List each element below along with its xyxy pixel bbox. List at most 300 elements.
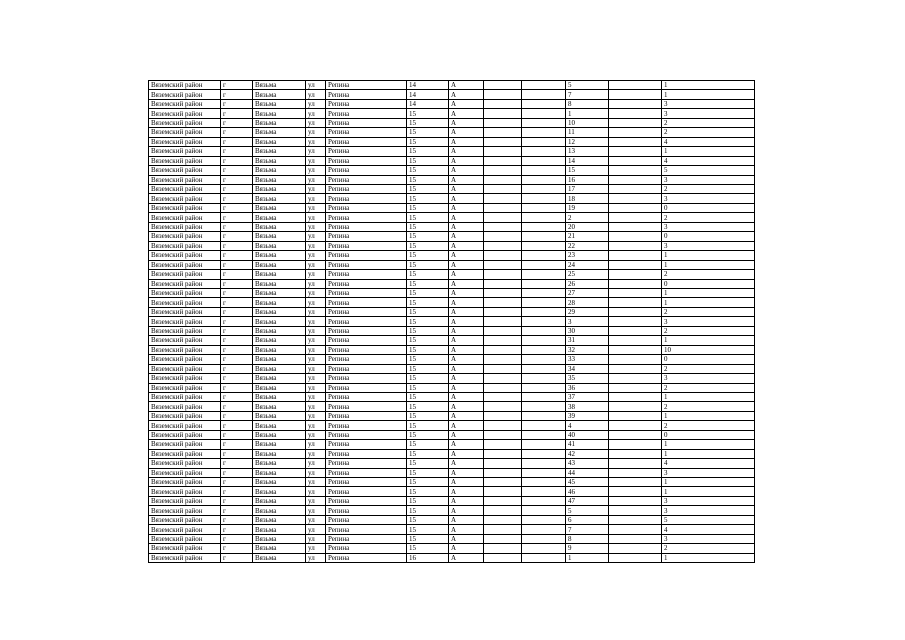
cell-settlement-type: г [221,553,253,562]
cell-street: Репина [326,288,407,297]
cell-letter: А [449,402,484,411]
cell-blank [609,251,662,260]
cell-structure [522,251,566,260]
cell-street: Репина [326,279,407,288]
cell-district: Вяземский район [149,137,221,146]
cell-settlement-type: г [221,203,253,212]
cell-building [484,515,522,524]
cell-street-type: ул [306,449,326,458]
cell-settlement-type: г [221,383,253,392]
cell-apartment: 10 [566,118,609,127]
cell-settlement-type: г [221,411,253,420]
table-row [149,411,755,420]
cell-street: Репина [326,515,407,524]
cell-letter: А [449,364,484,373]
cell-apartment: 30 [566,326,609,335]
cell-district: Вяземский район [149,336,221,345]
cell-blank [609,553,662,562]
cell-building [484,355,522,364]
cell-settlement: Вязьма [253,279,306,288]
cell-street-type: ул [306,392,326,401]
cell-apartment: 33 [566,355,609,364]
cell-house: 15 [407,525,449,534]
cell-letter: А [449,515,484,524]
cell-house: 15 [407,184,449,193]
cell-house: 15 [407,109,449,118]
cell-district: Вяземский район [149,166,221,175]
cell-structure [522,402,566,411]
cell-street-type: ул [306,506,326,515]
cell-structure [522,184,566,193]
cell-settlement-type: г [221,459,253,468]
table-row [149,137,755,146]
cell-street-type: ул [306,232,326,241]
cell-letter: А [449,118,484,127]
cell-settlement-type: г [221,336,253,345]
cell-blank [609,487,662,496]
cell-letter: А [449,166,484,175]
cell-apartment: 19 [566,203,609,212]
table-row [149,544,755,553]
cell-street: Репина [326,411,407,420]
cell-blank [609,392,662,401]
cell-rooms: 1 [662,298,755,307]
table-row [149,260,755,269]
cell-street: Репина [326,468,407,477]
cell-settlement: Вязьма [253,430,306,439]
cell-rooms: 2 [662,270,755,279]
cell-settlement-type: г [221,525,253,534]
cell-street-type: ул [306,402,326,411]
cell-street: Репина [326,222,407,231]
cell-letter: А [449,128,484,137]
cell-letter: А [449,326,484,335]
cell-rooms: 3 [662,109,755,118]
cell-building [484,222,522,231]
cell-house: 15 [407,534,449,543]
cell-district: Вяземский район [149,251,221,260]
cell-settlement: Вязьма [253,440,306,449]
table-row [149,374,755,383]
cell-structure [522,355,566,364]
cell-settlement-type: г [221,440,253,449]
cell-structure [522,506,566,515]
cell-blank [609,364,662,373]
cell-street-type: ул [306,270,326,279]
cell-structure [522,99,566,108]
cell-building [484,203,522,212]
cell-building [484,440,522,449]
cell-building [484,232,522,241]
cell-apartment: 31 [566,336,609,345]
cell-apartment: 29 [566,307,609,316]
cell-settlement: Вязьма [253,478,306,487]
cell-apartment: 36 [566,383,609,392]
cell-rooms: 2 [662,128,755,137]
cell-street-type: ул [306,459,326,468]
table-row [149,81,755,90]
cell-letter: А [449,288,484,297]
cell-house: 15 [407,137,449,146]
cell-letter: А [449,81,484,90]
cell-house: 15 [407,430,449,439]
cell-settlement-type: г [221,496,253,505]
cell-house: 15 [407,222,449,231]
cell-street-type: ул [306,118,326,127]
cell-settlement-type: г [221,118,253,127]
cell-street: Репина [326,449,407,458]
cell-district: Вяземский район [149,156,221,165]
cell-rooms: 4 [662,156,755,165]
cell-street-type: ул [306,99,326,108]
cell-house: 15 [407,383,449,392]
cell-blank [609,222,662,231]
cell-blank [609,109,662,118]
cell-house: 15 [407,440,449,449]
table-row [149,222,755,231]
cell-house: 15 [407,279,449,288]
cell-apartment: 20 [566,222,609,231]
cell-structure [522,459,566,468]
cell-rooms: 2 [662,421,755,430]
cell-rooms: 1 [662,147,755,156]
cell-settlement: Вязьма [253,402,306,411]
cell-settlement-type: г [221,251,253,260]
cell-rooms: 2 [662,118,755,127]
table-row [149,402,755,411]
cell-street: Репина [326,232,407,241]
cell-street-type: ул [306,525,326,534]
cell-apartment: 35 [566,374,609,383]
cell-street: Репина [326,440,407,449]
cell-letter: А [449,421,484,430]
table-row [149,156,755,165]
cell-house: 15 [407,156,449,165]
cell-structure [522,203,566,212]
cell-building [484,288,522,297]
cell-structure [522,270,566,279]
cell-rooms: 4 [662,459,755,468]
cell-house: 15 [407,118,449,127]
cell-street: Репина [326,81,407,90]
cell-house: 15 [407,307,449,316]
cell-street-type: ул [306,440,326,449]
cell-building [484,118,522,127]
cell-settlement: Вязьма [253,81,306,90]
cell-district: Вяземский район [149,506,221,515]
cell-street: Репина [326,203,407,212]
cell-settlement-type: г [221,184,253,193]
cell-structure [522,374,566,383]
cell-apartment: 21 [566,232,609,241]
cell-structure [522,478,566,487]
cell-rooms: 5 [662,515,755,524]
cell-building [484,307,522,316]
cell-street-type: ул [306,90,326,99]
cell-rooms: 4 [662,137,755,146]
cell-street: Репина [326,506,407,515]
cell-building [484,553,522,562]
cell-letter: А [449,307,484,316]
cell-rooms: 1 [662,90,755,99]
cell-letter: А [449,374,484,383]
cell-blank [609,307,662,316]
cell-blank [609,411,662,420]
cell-district: Вяземский район [149,307,221,316]
cell-settlement: Вязьма [253,515,306,524]
cell-building [484,147,522,156]
cell-street-type: ул [306,184,326,193]
cell-street: Репина [326,392,407,401]
cell-structure [522,118,566,127]
cell-structure [522,213,566,222]
cell-settlement-type: г [221,279,253,288]
cell-district: Вяземский район [149,345,221,354]
cell-apartment: 43 [566,459,609,468]
cell-structure [522,336,566,345]
table-row [149,213,755,222]
cell-settlement-type: г [221,506,253,515]
cell-building [484,99,522,108]
cell-street-type: ул [306,166,326,175]
cell-street-type: ул [306,515,326,524]
cell-house: 15 [407,478,449,487]
cell-rooms: 10 [662,345,755,354]
cell-building [484,241,522,250]
cell-house: 15 [407,392,449,401]
cell-settlement: Вязьма [253,156,306,165]
cell-blank [609,496,662,505]
cell-district: Вяземский район [149,326,221,335]
cell-street-type: ул [306,364,326,373]
cell-structure [522,298,566,307]
cell-street-type: ул [306,194,326,203]
cell-district: Вяземский район [149,383,221,392]
table-row [149,175,755,184]
cell-rooms: 0 [662,430,755,439]
cell-structure [522,392,566,401]
table-row [149,118,755,127]
cell-district: Вяземский район [149,553,221,562]
cell-district: Вяземский район [149,487,221,496]
cell-letter: А [449,440,484,449]
cell-settlement: Вязьма [253,411,306,420]
cell-settlement: Вязьма [253,487,306,496]
cell-settlement: Вязьма [253,553,306,562]
cell-building [484,534,522,543]
cell-settlement: Вязьма [253,345,306,354]
cell-rooms: 2 [662,326,755,335]
cell-building [484,260,522,269]
cell-apartment: 23 [566,251,609,260]
cell-settlement-type: г [221,317,253,326]
cell-street: Репина [326,345,407,354]
cell-settlement: Вязьма [253,147,306,156]
cell-settlement-type: г [221,175,253,184]
cell-street-type: ул [306,156,326,165]
cell-blank [609,99,662,108]
cell-street: Репина [326,166,407,175]
cell-settlement: Вязьма [253,203,306,212]
cell-settlement: Вязьма [253,232,306,241]
table-row [149,383,755,392]
cell-blank [609,241,662,250]
cell-settlement: Вязьма [253,383,306,392]
table-row [149,525,755,534]
cell-street-type: ул [306,251,326,260]
cell-apartment: 14 [566,156,609,165]
cell-rooms: 2 [662,383,755,392]
cell-letter: А [449,525,484,534]
cell-apartment: 17 [566,184,609,193]
cell-blank [609,147,662,156]
cell-settlement-type: г [221,374,253,383]
cell-blank [609,383,662,392]
cell-blank [609,270,662,279]
cell-street: Репина [326,118,407,127]
table-row [149,553,755,562]
cell-house: 15 [407,402,449,411]
cell-house: 15 [407,515,449,524]
cell-street-type: ул [306,345,326,354]
cell-street-type: ул [306,213,326,222]
cell-settlement-type: г [221,421,253,430]
cell-settlement-type: г [221,99,253,108]
cell-building [484,194,522,203]
cell-letter: А [449,203,484,212]
cell-house: 15 [407,421,449,430]
cell-structure [522,288,566,297]
cell-district: Вяземский район [149,402,221,411]
cell-settlement-type: г [221,241,253,250]
cell-street: Репина [326,374,407,383]
cell-structure [522,383,566,392]
table-row [149,468,755,477]
cell-apartment: 44 [566,468,609,477]
table-row [149,99,755,108]
cell-blank [609,128,662,137]
table-row [149,241,755,250]
cell-street: Репина [326,421,407,430]
cell-rooms: 1 [662,260,755,269]
table-row [149,430,755,439]
cell-rooms: 3 [662,506,755,515]
cell-blank [609,298,662,307]
cell-street: Репина [326,260,407,269]
cell-district: Вяземский район [149,109,221,118]
cell-building [484,213,522,222]
cell-building [484,175,522,184]
cell-district: Вяземский район [149,288,221,297]
cell-apartment: 39 [566,411,609,420]
cell-apartment: 28 [566,298,609,307]
cell-letter: А [449,553,484,562]
cell-district: Вяземский район [149,515,221,524]
cell-building [484,128,522,137]
cell-structure [522,279,566,288]
cell-district: Вяземский район [149,213,221,222]
cell-settlement: Вязьма [253,421,306,430]
cell-street-type: ул [306,109,326,118]
cell-letter: А [449,487,484,496]
cell-building [484,279,522,288]
cell-structure [522,166,566,175]
cell-rooms: 2 [662,544,755,553]
cell-district: Вяземский район [149,374,221,383]
cell-blank [609,326,662,335]
cell-house: 15 [407,298,449,307]
cell-apartment: 46 [566,487,609,496]
cell-street: Репина [326,534,407,543]
cell-blank [609,449,662,458]
cell-building [484,392,522,401]
cell-letter: А [449,156,484,165]
cell-district: Вяземский район [149,118,221,127]
cell-house: 15 [407,336,449,345]
cell-blank [609,81,662,90]
cell-settlement-type: г [221,232,253,241]
cell-house: 15 [407,270,449,279]
cell-apartment: 8 [566,534,609,543]
cell-district: Вяземский район [149,478,221,487]
cell-letter: А [449,184,484,193]
table-row [149,90,755,99]
cell-apartment: 3 [566,317,609,326]
cell-street: Репина [326,364,407,373]
cell-blank [609,430,662,439]
cell-building [484,326,522,335]
table-row [149,478,755,487]
cell-rooms: 2 [662,402,755,411]
cell-building [484,478,522,487]
cell-settlement-type: г [221,402,253,411]
cell-building [484,421,522,430]
cell-street-type: ул [306,288,326,297]
cell-building [484,449,522,458]
cell-district: Вяземский район [149,81,221,90]
cell-structure [522,544,566,553]
cell-district: Вяземский район [149,241,221,250]
cell-rooms: 1 [662,487,755,496]
cell-apartment: 37 [566,392,609,401]
cell-settlement: Вязьма [253,449,306,458]
cell-structure [522,317,566,326]
cell-district: Вяземский район [149,459,221,468]
cell-structure [522,232,566,241]
cell-settlement-type: г [221,147,253,156]
cell-blank [609,478,662,487]
cell-apartment: 22 [566,241,609,250]
cell-blank [609,166,662,175]
cell-street: Репина [326,147,407,156]
cell-blank [609,213,662,222]
cell-blank [609,534,662,543]
cell-blank [609,525,662,534]
cell-settlement-type: г [221,544,253,553]
cell-house: 15 [407,411,449,420]
cell-letter: А [449,392,484,401]
cell-building [484,317,522,326]
cell-house: 15 [407,345,449,354]
cell-blank [609,288,662,297]
table-row [149,392,755,401]
cell-house: 15 [407,317,449,326]
cell-street: Репина [326,459,407,468]
cell-settlement: Вязьма [253,317,306,326]
cell-letter: А [449,317,484,326]
cell-house: 15 [407,355,449,364]
cell-street-type: ул [306,241,326,250]
